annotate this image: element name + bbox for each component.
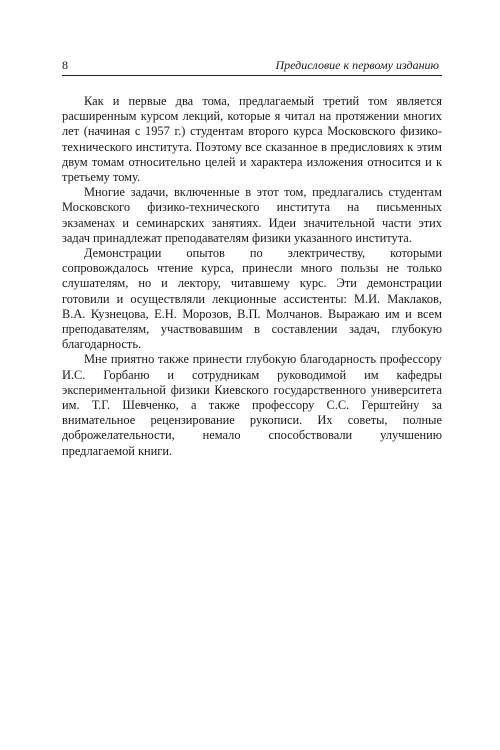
page-number: 8 (62, 58, 68, 72)
running-title: Предисловие к первому изданию (275, 58, 439, 72)
paragraph: Демонстрации опытов по электричеству, которыми сопровождалось чтение курса, принесли много пользы не только слушателям, но и лектору, читавшему курс. Эти демонстрации готовили и осуществляли лекционные ассистенты: М.И. Маклаков, В.А. Кузнецова, Е.Н. Морозов, В.П. Молчанов. Выражаю им и всем преподавателям, участвовавшим в составлении задач, глубокую благодарность. (62, 246, 442, 352)
paragraph: Многие задачи, включенные в этот том, предлагались студентам Московского физико-технического института на письменных экзаменах и семинарских занятиях. Идеи значительной части этих задач принадлежат преподавателям физики указанного института. (62, 185, 442, 245)
body-text (62, 94, 442, 459)
paragraph: Как и первые два тома, предлагаемый третий том является расширенным курсом лекций, которые я читал на протяжении многих лет (начиная с 1957 г.) студентам второго курса Московского физико-технического института. Поэтому все сказанное в предисловиях к этим двум томам относительно целей и характера изложения относится и к третьему тому. (62, 94, 442, 185)
book-page (62, 58, 442, 459)
paragraph: Мне приятно также принести глубокую благодарность профессору И.С. Горбаню и сотрудникам руководимой им кафедры экспериментальной физики Киевского государственного университета им. Т.Г. Шевченко, а также профессору С.С. Герштейну за внимательное рецензирование рукописи. Их советы, полные доброжелательности, немало способствовали улучшению предлагаемой книги. (62, 352, 442, 458)
page-header (62, 58, 442, 76)
